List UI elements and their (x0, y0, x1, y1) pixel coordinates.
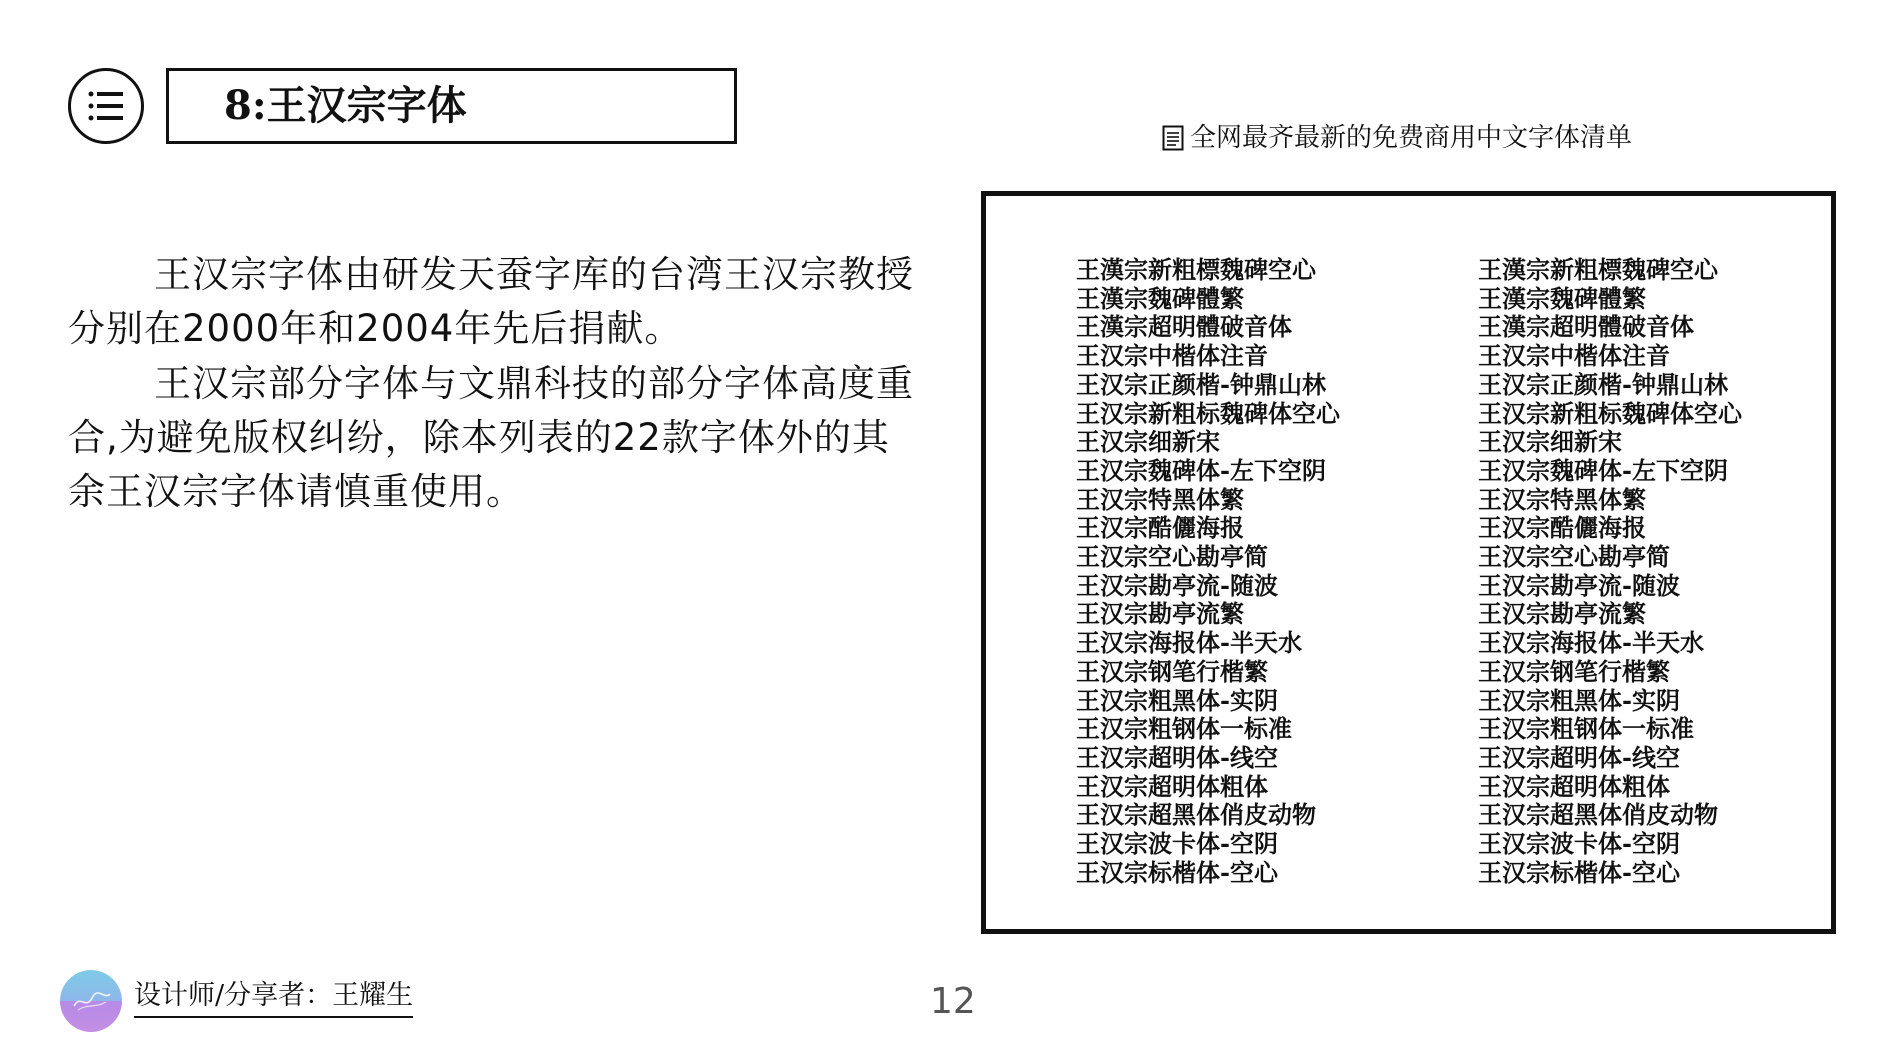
designer-avatar (60, 970, 122, 1032)
list-item: 王汉宗勘亭流-随波 (1076, 570, 1278, 600)
list-item: 王汉宗酷儷海报 (1076, 513, 1244, 543)
menu-list-icon[interactable] (68, 68, 144, 144)
list-item: 王汉宗细新宋 (1076, 427, 1220, 457)
page-title: 8:王汉宗字体 (224, 82, 467, 129)
list-item: 王汉宗中楷体注音 (1478, 341, 1670, 371)
list-item: 王漢宗新粗標魏碑空心 (1076, 255, 1316, 284)
list-header (1162, 120, 1632, 156)
list-item: 王汉宗海报体-半天水 (1478, 628, 1704, 658)
intro-paragraph-1 (68, 248, 920, 356)
list-item: 王汉宗新粗标魏碑体空心 (1076, 398, 1340, 428)
list-item: 王汉宗特黑体繁 (1478, 484, 1646, 514)
list-item: 王汉宗波卡体-空阴 (1076, 829, 1278, 859)
page-number: 12 (930, 981, 976, 1022)
list-item: 王汉宗粗黑体-实阴 (1478, 685, 1680, 715)
list-item: 王汉宗超黑体俏皮动物 (1076, 800, 1316, 830)
list-item: 王漢宗魏碑體繁 (1076, 283, 1244, 313)
list-item: 王汉宗酷儷海报 (1478, 513, 1646, 543)
list-item: 王汉宗特黑体繁 (1076, 484, 1244, 514)
list-item: 王汉宗超黑体俏皮动物 (1478, 800, 1718, 830)
list-item: 王汉宗粗钢体一标准 (1076, 714, 1292, 744)
list-header-text: 全网最齐最新的免费商用中文字体清单 (1190, 123, 1633, 153)
list-item: 王汉宗标楷体-空心 (1478, 857, 1680, 887)
list-item: 王汉宗海报体-半天水 (1076, 628, 1302, 658)
intro-paragraph-2 (68, 357, 920, 519)
list-item: 王汉宗粗黑体-实阴 (1076, 685, 1278, 715)
font-list-box (981, 191, 1836, 934)
list-item: 王汉宗钢笔行楷繁 (1076, 656, 1268, 686)
intro-paragraph-2-text: 王汉宗部分字体与文鼎科技的部分字体高度重合,为避免版权纠纷，除本列表的22款字体外的其余王汉宗字体请慎重使用。 (68, 362, 914, 513)
list-item: 王汉宗勘亭流繁 (1076, 599, 1244, 629)
list-item: 王汉宗勘亭流-随波 (1478, 570, 1680, 600)
list-item: 王汉宗空心勘亭简 (1478, 542, 1670, 572)
font-list-column-1 (1076, 256, 1340, 887)
list-item: 王漢宗超明體破音体 (1076, 312, 1292, 342)
list-item: 王漢宗超明體破音体 (1478, 312, 1694, 342)
list-item: 王汉宗粗钢体一标准 (1478, 714, 1694, 744)
list-item: 王汉宗标楷体-空心 (1076, 857, 1278, 887)
designer-credit: 设计师/分享者：王耀生 (134, 978, 413, 1018)
list-item: 王汉宗魏碑体-左下空阴 (1076, 455, 1326, 485)
list-item: 王汉宗正颜楷-钟鼎山林 (1478, 369, 1728, 399)
font-list-column-2 (1478, 256, 1742, 887)
list-item: 王汉宗中楷体注音 (1076, 341, 1268, 371)
list-item: 王汉宗空心勘亭简 (1076, 542, 1268, 572)
title-box (166, 68, 737, 144)
list-item: 王汉宗超明体-线空 (1076, 742, 1278, 772)
list-item: 王漢宗魏碑體繁 (1478, 283, 1646, 313)
document-icon (1162, 125, 1184, 151)
list-item: 王汉宗魏碑体-左下空阴 (1478, 455, 1728, 485)
list-item: 王汉宗超明体粗体 (1076, 771, 1268, 801)
list-item: 王汉宗钢笔行楷繁 (1478, 656, 1670, 686)
list-item: 王汉宗波卡体-空阴 (1478, 829, 1680, 859)
list-item: 王汉宗超明体粗体 (1478, 771, 1670, 801)
list-item: 王汉宗正颜楷-钟鼎山林 (1076, 369, 1326, 399)
list-item: 王汉宗勘亭流繁 (1478, 599, 1646, 629)
list-item: 王汉宗新粗标魏碑体空心 (1478, 398, 1742, 428)
list-item: 王汉宗超明体-线空 (1478, 742, 1680, 772)
list-item: 王汉宗细新宋 (1478, 427, 1622, 457)
intro-paragraph-1-text: 王汉宗字体由研发天蚕字库的台湾王汉宗教授分别在2000年和2004年先后捐献。 (68, 253, 914, 350)
list-item: 王漢宗新粗標魏碑空心 (1478, 255, 1718, 284)
